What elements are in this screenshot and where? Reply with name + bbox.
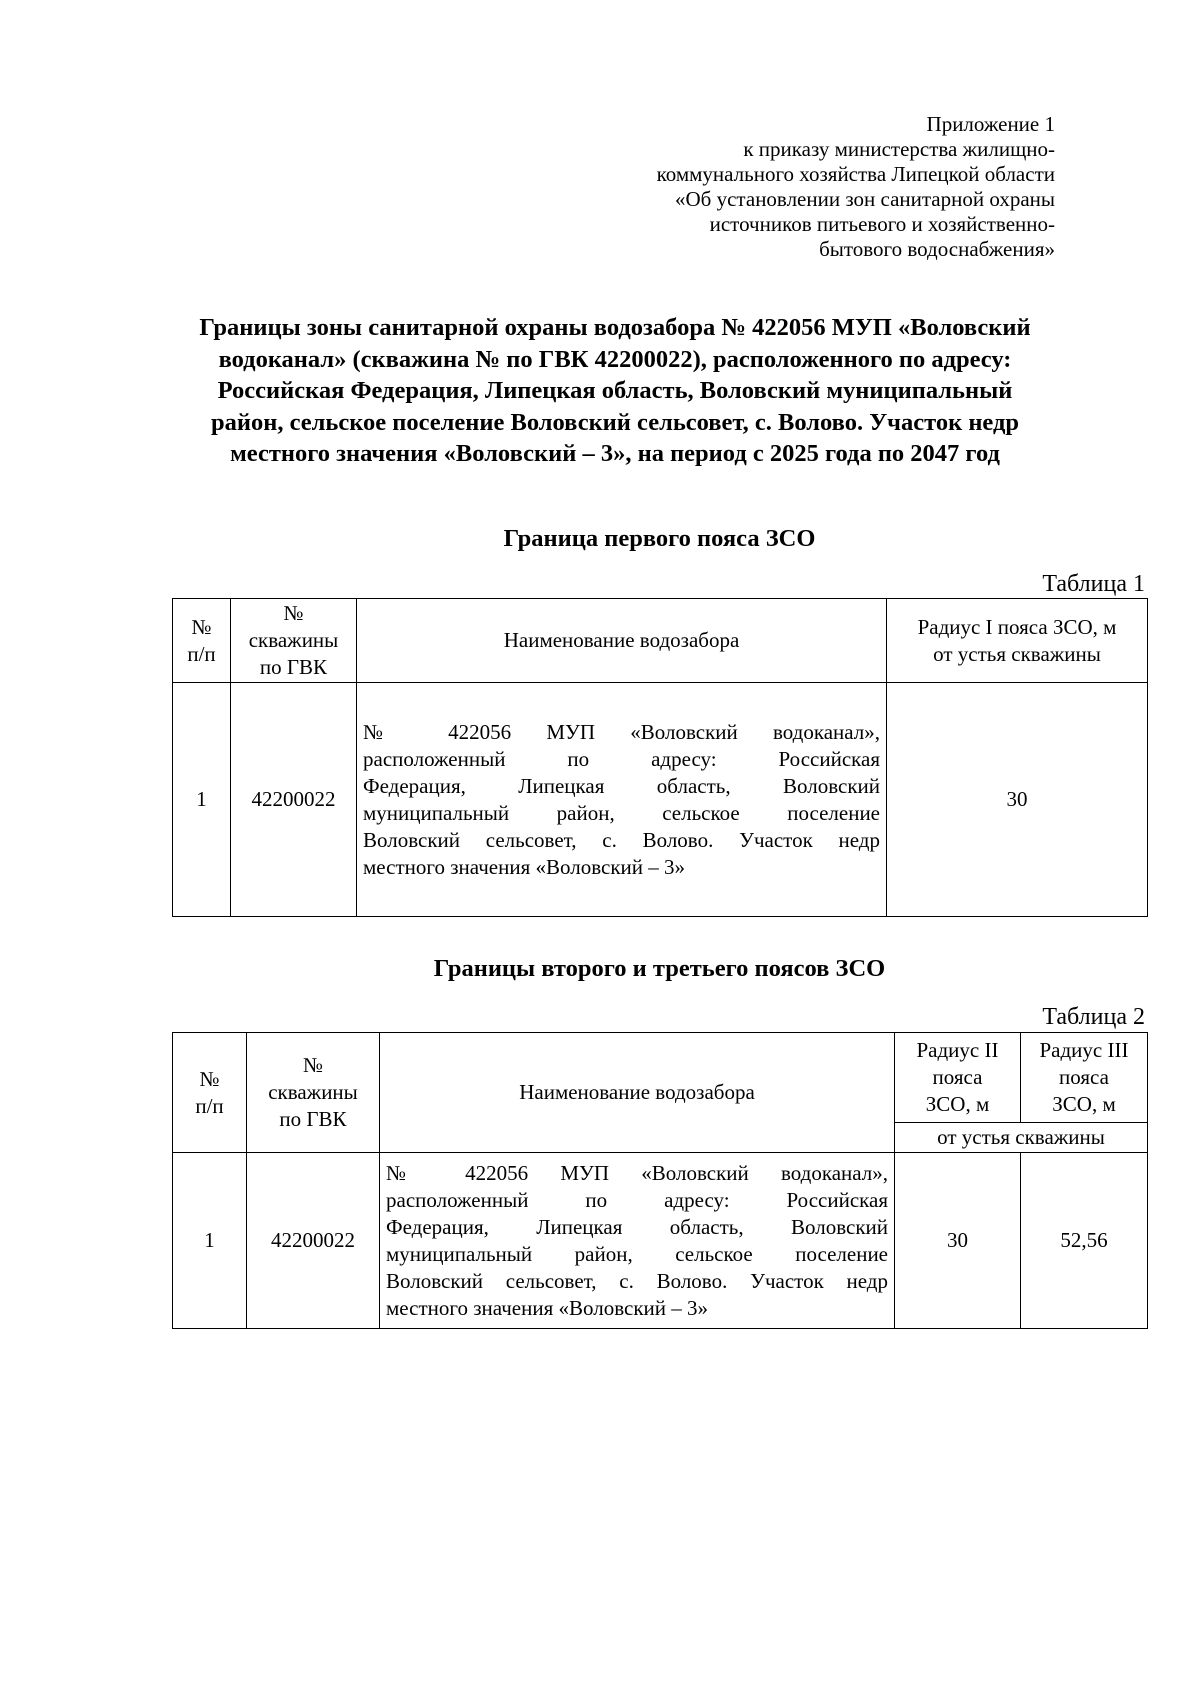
- appendix-line: к приказу министерства жилищно-: [743, 137, 1055, 161]
- header-num: № п/п: [173, 599, 231, 683]
- header-radius-3: Радиус III пояса ЗСО, м: [1021, 1033, 1148, 1123]
- appendix-line: «Об установлении зон санитарной охраны: [675, 187, 1055, 211]
- cell-num: 1: [173, 683, 231, 917]
- header-name: Наименование водозабора: [380, 1033, 895, 1153]
- table2-heading: Границы второго и третьего поясов ЗСО: [433, 955, 886, 982]
- header-name: Наименование водозабора: [357, 599, 887, 683]
- header-well: № скважины по ГВК: [231, 599, 357, 683]
- title-line: Российская Федерация, Липецкая область, Воловский муниципальный: [217, 377, 1013, 404]
- table1-label: Таблица 1: [1042, 571, 1145, 597]
- appendix-line: бытового водоснабжения»: [819, 237, 1055, 261]
- table2-header-row: [173, 1033, 1148, 1123]
- cell-radius-2: 30: [895, 1153, 1021, 1329]
- cell-name: № 422056 МУП «Воловский водоканал», расположенный по адресу: Российская Федерация, Липецкая область, Воловский муниципальный район, сельское поселение Воловский сельсовет, с. Волово. Участок недр местного значения «Воловский – 3»: [357, 683, 887, 917]
- table1-heading: Граница первого пояса ЗСО: [503, 525, 816, 552]
- table-row: [173, 1153, 1148, 1329]
- title-line: Границы зоны санитарной охраны водозабора № 422056 МУП «Воловский: [199, 314, 1031, 341]
- cell-radius: 30: [887, 683, 1148, 917]
- table2-label: Таблица 2: [1042, 1004, 1145, 1030]
- appendix-line: источников питьевого и хозяйственно-: [709, 212, 1055, 236]
- title-line: местного значения «Воловский – 3», на период с 2025 года по 2047 год: [230, 440, 1000, 467]
- table1: [172, 598, 1148, 917]
- cell-num: 1: [173, 1153, 247, 1329]
- header-radius: Радиус I пояса ЗСО, м от устья скважины: [887, 599, 1148, 683]
- title-line: водоканал» (скважина № по ГВК 42200022), расположенного по адресу:: [218, 345, 1012, 373]
- table-row: [173, 683, 1148, 917]
- appendix-note: [535, 112, 1055, 262]
- cell-well: 42200022: [231, 683, 357, 917]
- table2: [172, 1032, 1148, 1329]
- header-radius-2: Радиус II пояса ЗСО, м: [895, 1033, 1021, 1123]
- header-num: № п/п: [173, 1033, 247, 1153]
- document-title: [150, 312, 1080, 470]
- appendix-line: Приложение 1: [926, 112, 1055, 136]
- header-well: № скважины по ГВК: [247, 1033, 380, 1153]
- cell-radius-3: 52,56: [1021, 1153, 1148, 1329]
- appendix-line: коммунального хозяйства Липецкой области: [656, 162, 1055, 186]
- table1-header-row: [173, 599, 1148, 683]
- cell-well: 42200022: [247, 1153, 380, 1329]
- cell-name: № 422056 МУП «Воловский водоканал», расположенный по адресу: Российская Федерация, Липецкая область, Воловский муниципальный район, сельское поселение Воловский сельсовет, с. Волово. Участок недр местного значения «Воловский – 3»: [380, 1153, 895, 1329]
- header-from-wellhead: от устья скважины: [895, 1123, 1148, 1153]
- title-line: район, сельское поселение Воловский сельсовет, с. Волово. Участок недр: [210, 408, 1020, 436]
